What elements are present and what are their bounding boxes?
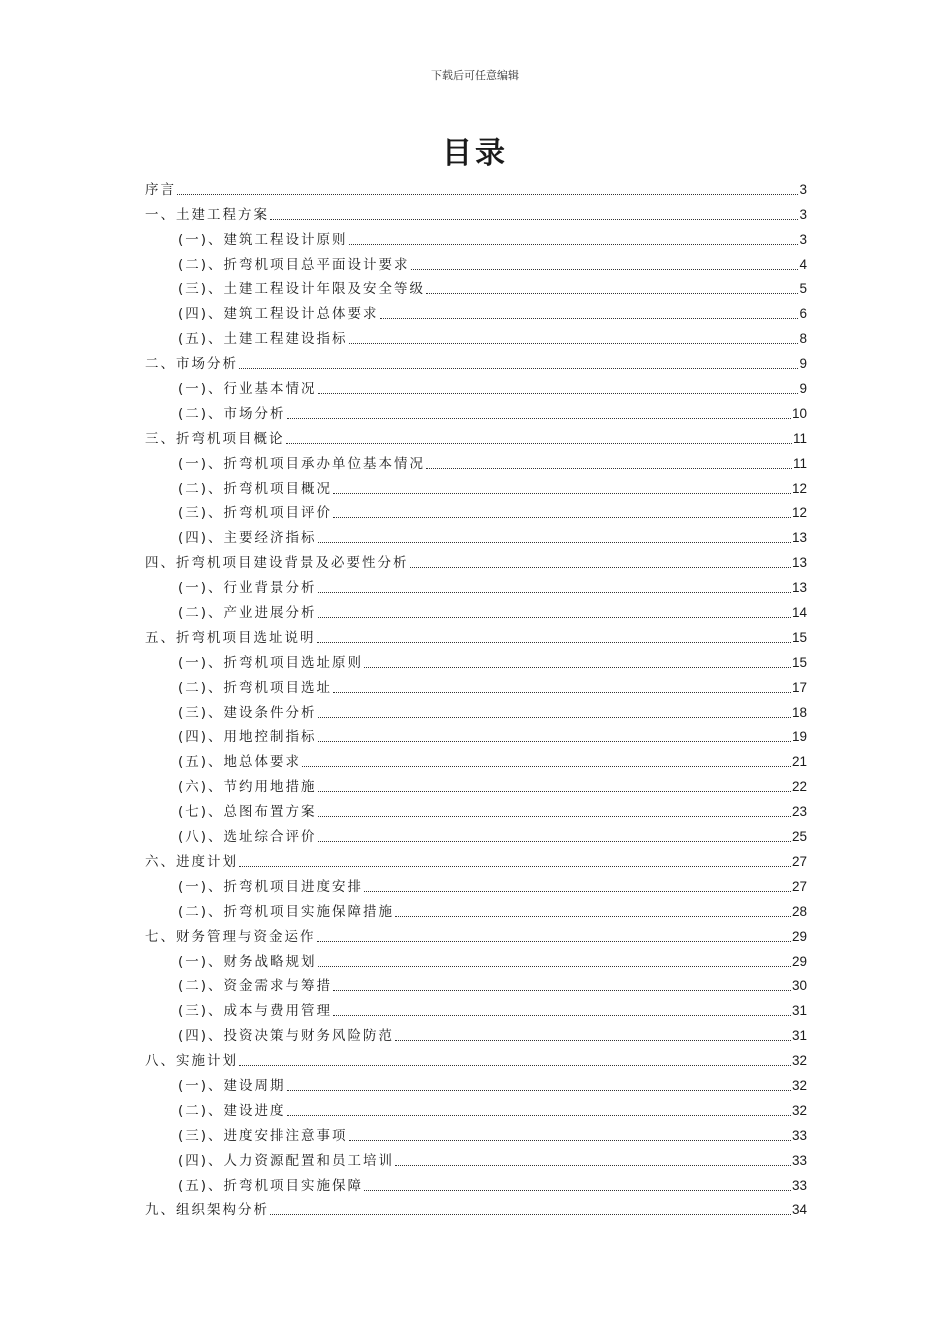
toc-entry[interactable] [145,597,807,622]
toc-entry[interactable] [145,971,807,996]
dot-leader [364,891,791,892]
toc-entry-page-number: 17 [791,679,807,695]
dot-leader [380,318,799,319]
toc-entry[interactable] [145,821,807,846]
toc-entry[interactable] [145,946,807,971]
dot-leader [395,1040,791,1041]
toc-entry-label: (二)、市场分析 [178,405,286,422]
toc-entry-page-number: 29 [791,953,807,969]
dot-leader [286,443,792,444]
dot-leader [333,692,791,693]
dot-leader [333,990,791,991]
toc-entry-label: (三)、建设条件分析 [178,704,317,721]
toc-entry[interactable] [145,348,807,373]
toc-entry-label: (五)、折弯机项目实施保障 [178,1177,364,1194]
toc-entry[interactable] [145,473,807,498]
toc-entry-page-number: 9 [799,356,807,372]
dot-leader [410,567,791,568]
toc-entry-label: (一)、建设周期 [178,1077,286,1094]
toc-entry-page-number: 13 [791,555,807,571]
dot-leader [317,642,791,643]
page-title: 目录 [442,136,508,171]
dot-leader [411,269,799,270]
dot-leader [270,1214,791,1215]
dot-leader [349,1140,791,1141]
dot-leader [364,667,791,668]
toc-entry-page-number: 12 [791,480,807,496]
toc-entry[interactable] [145,746,807,771]
toc-entry[interactable] [145,1145,807,1170]
toc-entry-label: (三)、土建工程设计年限及安全等级 [178,281,426,298]
toc-entry-label: (七)、总图布置方案 [178,804,317,821]
toc-entry[interactable] [145,796,807,821]
toc-entry-label: (四)、投资决策与财务风险防范 [178,1028,395,1045]
dot-leader [318,542,791,543]
toc-entry-page-number: 34 [791,1202,807,1218]
toc-entry-page-number: 32 [791,1077,807,1093]
dot-leader [318,741,791,742]
dot-leader [318,791,791,792]
toc-entry-page-number: 22 [791,779,807,795]
dot-leader [318,816,791,817]
toc-entry-label: (三)、折弯机项目评价 [178,505,333,522]
dot-leader [364,1190,791,1191]
toc-entry-page-number: 32 [791,1053,807,1069]
toc-entry[interactable] [145,1195,807,1220]
dot-leader [318,592,791,593]
toc-entry-label: 一、土建工程方案 [145,206,269,223]
dot-leader [317,941,791,942]
toc-entry-label: (二)、折弯机项目概况 [178,480,333,497]
dot-leader [270,219,798,220]
toc-entry[interactable] [145,1120,807,1145]
toc-entry-page-number: 8 [799,331,807,347]
toc-entry[interactable] [145,1070,807,1095]
toc-entry[interactable] [145,672,807,697]
toc-entry-page-number: 33 [791,1127,807,1143]
toc-entry-page-number: 6 [799,306,807,322]
toc-entry-page-number: 27 [791,878,807,894]
toc-entry[interactable] [145,1045,807,1070]
toc-entry-page-number: 9 [799,381,807,397]
toc-entry-label: (一)、行业背景分析 [178,580,317,597]
dot-leader [333,517,791,518]
toc-entry-label: (八)、选址综合评价 [178,829,317,846]
toc-entry-page-number: 12 [791,505,807,521]
toc-entry-page-number: 30 [791,978,807,994]
toc-entry[interactable] [145,373,807,398]
dot-leader [333,1015,791,1016]
toc-entry[interactable] [145,896,807,921]
dot-leader [239,1065,791,1066]
toc-entry-label: 五、折弯机项目选址说明 [145,629,316,646]
toc-entry-page-number: 33 [791,1177,807,1193]
toc-entry-label: (三)、进度安排注意事项 [178,1127,348,1144]
dot-leader [318,966,791,967]
toc-entry-page-number: 18 [791,704,807,720]
toc-entry-page-number: 4 [799,256,807,272]
toc-entry[interactable] [145,323,807,348]
dot-leader [395,916,791,917]
toc-entry[interactable] [145,846,807,871]
toc-entry-page-number: 25 [791,829,807,845]
table-of-contents [145,174,807,1219]
toc-entry-label: (二)、建设进度 [178,1102,286,1119]
header-note: 下载后可任意编辑 [431,69,519,82]
toc-entry[interactable] [145,572,807,597]
toc-entry[interactable] [145,249,807,274]
toc-entry-label: 三、折弯机项目概论 [145,430,285,447]
toc-entry-page-number: 23 [791,804,807,820]
toc-entry-page-number: 3 [799,231,807,247]
toc-entry-page-number: 31 [791,1028,807,1044]
toc-entry-page-number: 28 [791,903,807,919]
toc-entry-page-number: 3 [799,206,807,222]
toc-entry-label: (一)、折弯机项目进度安排 [178,878,364,895]
toc-entry[interactable] [145,722,807,747]
toc-entry-label: 六、进度计划 [145,853,238,870]
toc-entry-label: (四)、建筑工程设计总体要求 [178,306,379,323]
toc-entry-label: 二、市场分析 [145,356,238,373]
toc-entry-label: (一)、建筑工程设计原则 [178,231,348,248]
toc-entry-page-number: 31 [791,1003,807,1019]
toc-entry[interactable] [145,522,807,547]
toc-entry-label: (四)、主要经济指标 [178,530,317,547]
toc-entry-page-number: 15 [791,629,807,645]
toc-entry-label: (一)、折弯机项目选址原则 [178,654,364,671]
toc-entry-label: (二)、产业进展分析 [178,605,317,622]
toc-entry-page-number: 29 [791,928,807,944]
dot-leader [239,866,791,867]
toc-entry-page-number: 15 [791,654,807,670]
toc-entry-page-number: 3 [799,181,807,197]
toc-entry-label: (二)、资金需求与筹措 [178,978,333,995]
toc-entry-label: (四)、用地控制指标 [178,729,317,746]
dot-leader [318,393,799,394]
toc-entry[interactable] [145,622,807,647]
toc-entry-page-number: 33 [791,1152,807,1168]
toc-entry-label: 九、组织架构分析 [145,1202,269,1219]
dot-leader [239,368,798,369]
toc-entry[interactable] [145,921,807,946]
toc-entry-page-number: 21 [791,754,807,770]
toc-entry[interactable] [145,174,807,199]
toc-entry[interactable] [145,448,807,473]
toc-entry[interactable] [145,298,807,323]
dot-leader [287,418,791,419]
toc-entry[interactable] [145,771,807,796]
toc-entry-label: (五)、地总体要求 [178,754,302,771]
toc-entry[interactable] [145,995,807,1020]
toc-entry-label: 四、折弯机项目建设背景及必要性分析 [145,555,409,572]
toc-entry-page-number: 27 [791,853,807,869]
toc-entry-label: (一)、折弯机项目承办单位基本情况 [178,455,426,472]
toc-entry-label: 序言 [145,181,176,198]
toc-entry-label: (一)、财务战略规划 [178,953,317,970]
dot-leader [318,617,791,618]
toc-entry-page-number: 14 [791,605,807,621]
toc-entry-page-number: 32 [791,1102,807,1118]
dot-leader [177,194,798,195]
toc-entry[interactable] [145,697,807,722]
dot-leader [318,841,791,842]
toc-entry-label: (六)、节约用地措施 [178,779,317,796]
dot-leader [287,1090,791,1091]
toc-entry-label: (三)、成本与费用管理 [178,1003,333,1020]
dot-leader [426,293,798,294]
toc-entry-label: 八、实施计划 [145,1053,238,1070]
toc-entry-label: (一)、行业基本情况 [178,381,317,398]
dot-leader [302,766,791,767]
dot-leader [349,244,799,245]
dot-leader [426,468,792,469]
toc-entry[interactable] [145,647,807,672]
toc-entry-label: (五)、土建工程建设指标 [178,331,348,348]
dot-leader [287,1115,791,1116]
toc-entry[interactable] [145,1020,807,1045]
toc-entry-page-number: 13 [791,530,807,546]
toc-entry[interactable] [145,423,807,448]
toc-entry[interactable] [145,199,807,224]
toc-entry-label: (四)、人力资源配置和员工培训 [178,1152,395,1169]
toc-entry-label: (二)、折弯机项目总平面设计要求 [178,256,410,273]
toc-entry[interactable] [145,398,807,423]
dot-leader [318,717,791,718]
dot-leader [349,343,799,344]
toc-entry[interactable] [145,871,807,896]
toc-entry-page-number: 10 [791,405,807,421]
toc-entry[interactable] [145,274,807,299]
dot-leader [333,493,791,494]
toc-entry-page-number: 19 [791,729,807,745]
dot-leader [395,1165,791,1166]
toc-entry[interactable] [145,224,807,249]
toc-entry-page-number: 13 [791,580,807,596]
toc-entry-label: (二)、折弯机项目选址 [178,679,333,696]
toc-entry-page-number: 5 [799,281,807,297]
toc-entry[interactable] [145,1170,807,1195]
toc-entry[interactable] [145,1095,807,1120]
toc-entry-label: (二)、折弯机项目实施保障措施 [178,903,395,920]
toc-entry-page-number: 11 [792,430,807,446]
toc-entry-label: 七、财务管理与资金运作 [145,928,316,945]
toc-entry-page-number: 11 [792,455,807,471]
toc-entry[interactable] [145,498,807,523]
toc-entry[interactable] [145,547,807,572]
